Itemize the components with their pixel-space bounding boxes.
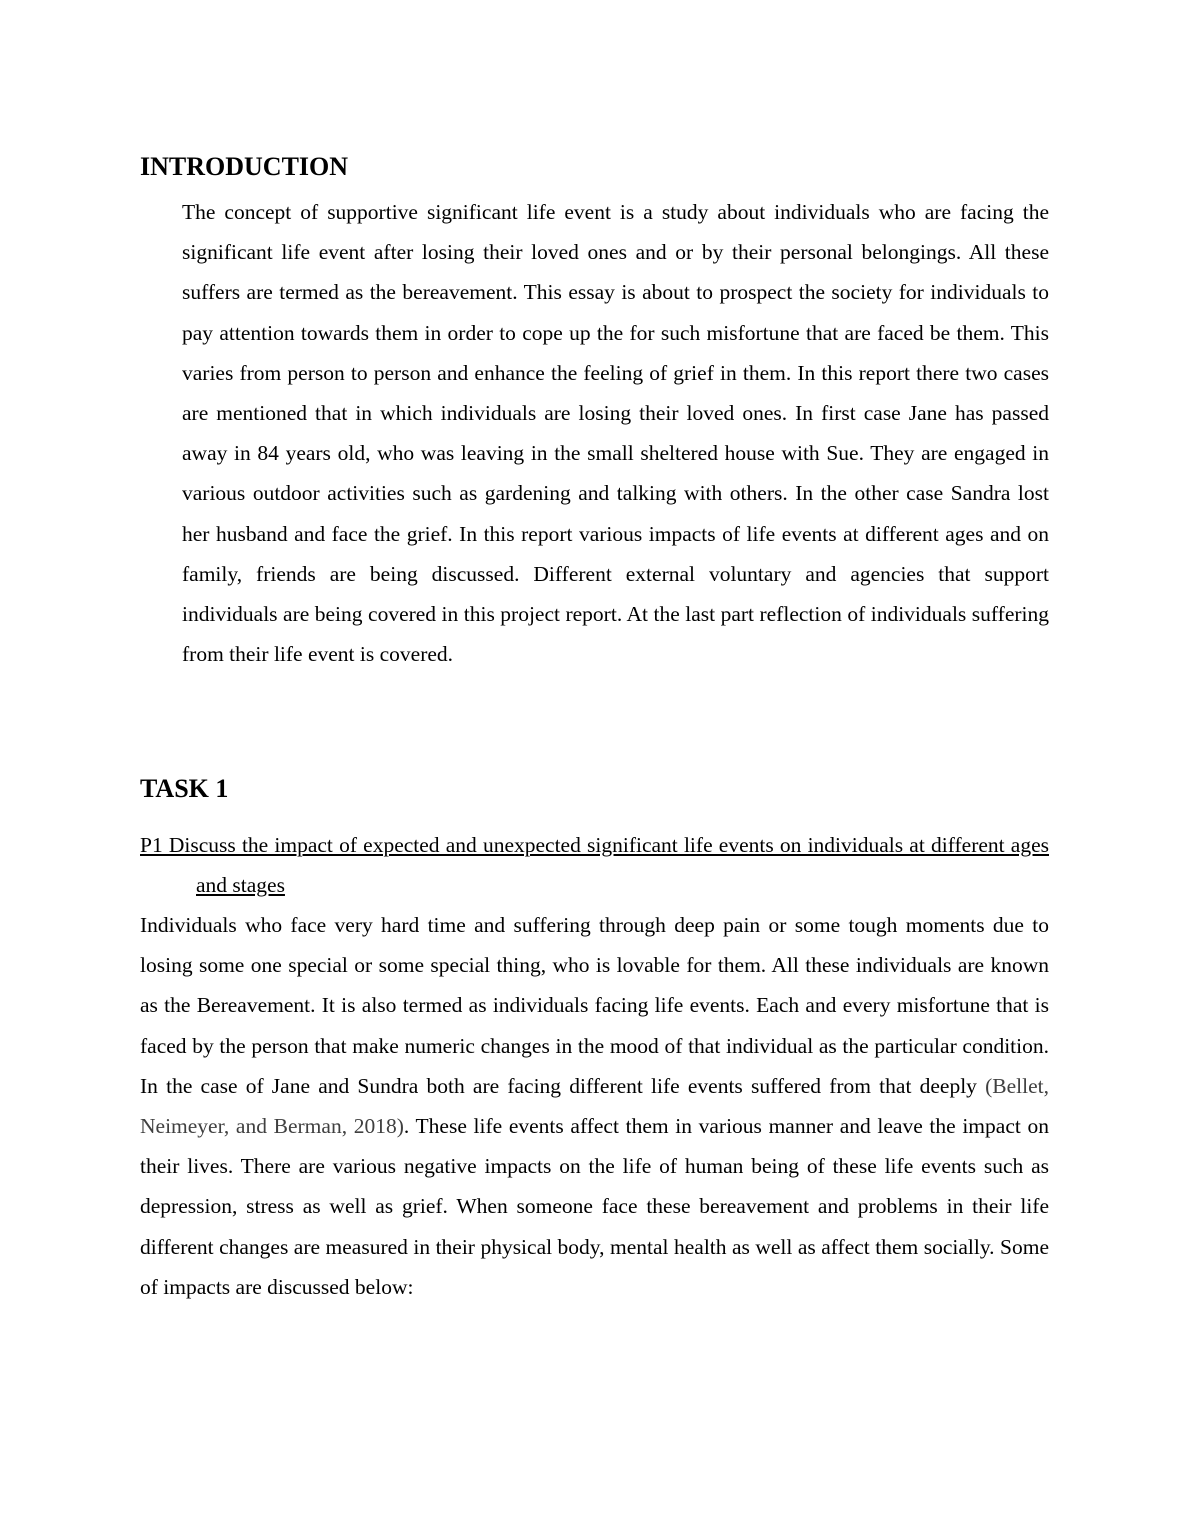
p1-subheading: P1 Discuss the impact of expected and unexpected significant life events on individuals at different ages and stages [140,833,1049,898]
citation: (Bellet, Neimeyer, and Berman, 2018) [140,1073,1049,1139]
body-text-part1: Individuals who face very hard time and suffering through deep pain or some tough moments due to losing some one special or some special thing, who is lovable for them. All these individuals are known as the Bereavement. It is also termed as individuals facing life events. Each and every misfortune that is faced by the person that make numeric changes in the mood of that individual as the particular condition. In the case of Jane and Sundra both are facing different life events suffered from that deeply [140,913,1049,1098]
body-text-part2: . These life events affect them in various manner and leave the impact on their lives. There are various negative impacts on the life of human being of these life events such as depression, stress as well as grief. When someone face these bereavement and problems in their life different changes are measured in their physical body, mental health as well as affect them socially. Some of impacts are discussed below: [140,1114,1049,1299]
task1-heading: TASK 1 [140,774,229,803]
introduction-heading: INTRODUCTION [140,152,349,181]
introduction-paragraph: The concept of supportive significant life event is a study about individuals who are facing the significant life event after losing their loved ones and or by their personal belongings. All these suffers are termed as the bereavement. This essay is about to prospect the society for individuals to pay attention towards them in order to cope up the for such misfortune that are faced be them. This varies from person to person and enhance the feeling of grief in them. In this report there two cases are mentioned that in which individuals are losing their loved ones. In first case Jane has passed away in 84 years old, who was leaving in the small sheltered house with Sue. They are engaged in various outdoor activities such as gardening and talking with others. In the other case Sandra lost her husband and face the grief. In this report various impacts of life events at different ages and on family, friends are being discussed. Different external voluntary and agencies that support individuals are being covered in this project report. At the last part reflection of individuals suffering from their life event is covered. [182,200,1049,667]
task1-body-paragraph [140,905,1049,1307]
